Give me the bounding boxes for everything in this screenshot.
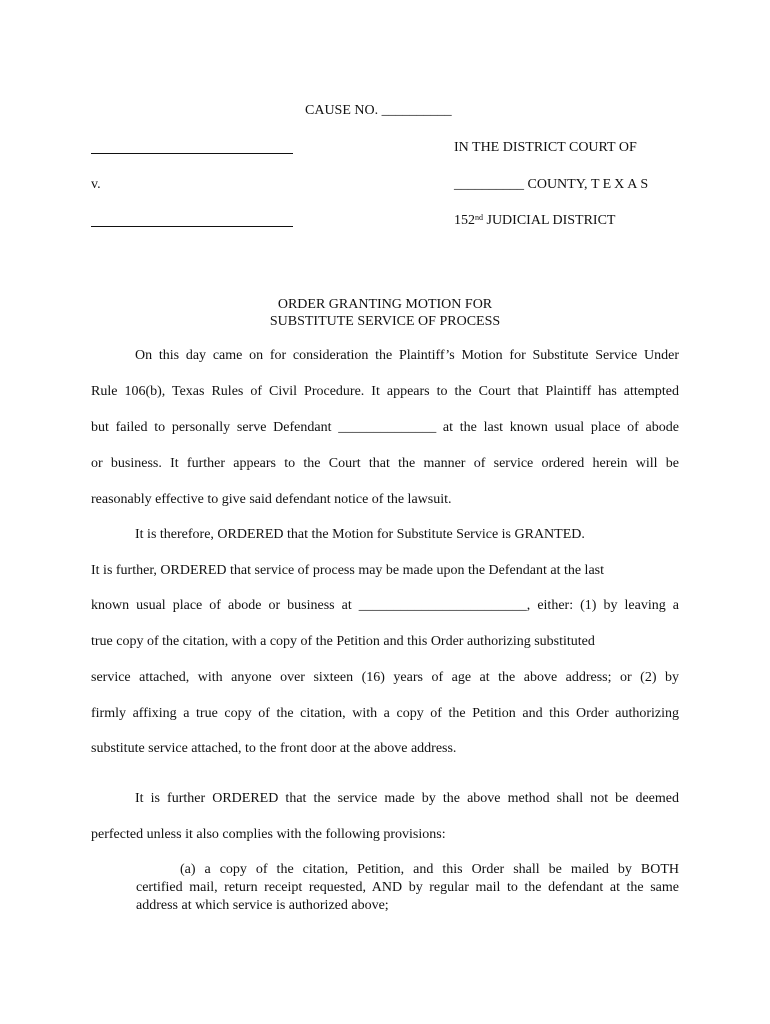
paragraph-4-line-2: perfected unless it also complies with the following provisions: xyxy=(91,827,446,842)
provision-a-line-1: (a) a copy of the citation, Petition, and this Order shall be mailed by BOTH xyxy=(180,862,679,877)
paragraph-1-line-1: On this day came on for consideration the Plaintiff’s Motion for Substitute Service Under xyxy=(135,348,679,363)
state-label: TEXAS xyxy=(591,177,652,192)
provision-a-line-3: address at which service is authorized above; xyxy=(136,898,389,913)
paragraph-3-line-4: service attached, with anyone over sixteen (16) years of age at the above address; or (2) by xyxy=(91,670,679,685)
order-title-line2: SUBSTITUTE SERVICE OF PROCESS xyxy=(269,314,501,329)
district-number: 152 xyxy=(454,213,475,228)
paragraph-3-line-3: true copy of the citation, with a copy of the Petition and this Order authorizing substituted xyxy=(91,634,595,649)
paragraph-2: It is therefore, ORDERED that the Motion for Substitute Service is GRANTED. xyxy=(135,527,585,542)
paragraph-1-line-5: reasonably effective to give said defendant notice of the lawsuit. xyxy=(91,492,452,507)
paragraph-3-line-5: firmly affixing a true copy of the citation, with a copy of the Petition and this Order authorizing xyxy=(91,706,679,721)
district-label: JUDICIAL DISTRICT xyxy=(486,213,616,228)
paragraph-4-line-1: It is further ORDERED that the service made by the above method shall not be deemed xyxy=(135,791,679,806)
paragraph-3-line-1: It is further, ORDERED that service of process may be made upon the Defendant at the last xyxy=(91,563,605,578)
cause-number: CAUSE NO. __________ xyxy=(305,103,452,118)
provision-a-line-2: certified mail, return receipt requested, AND by regular mail to the defendant at the same xyxy=(136,880,679,895)
order-title-line1: ORDER GRANTING MOTION FOR xyxy=(277,297,493,312)
plaintiff-name-blank xyxy=(91,153,293,154)
paragraph-1-line-2: Rule 106(b), Texas Rules of Civil Procedure. It appears to the Court that Plaintiff has attempted xyxy=(91,384,679,399)
defendant-name-blank xyxy=(91,226,293,227)
county-label: COUNTY, xyxy=(527,177,588,192)
court-heading: IN THE DISTRICT COURT OF xyxy=(454,140,637,155)
versus-label: v. xyxy=(91,177,101,192)
county-line xyxy=(454,177,651,193)
paragraph-3-line-6: substitute service attached, to the front door at the above address. xyxy=(91,741,457,756)
county-name-blank: __________ xyxy=(454,177,524,192)
paragraph-1-line-3: but failed to personally serve Defendant ______________ at the last known usual place of abode xyxy=(91,420,679,435)
judicial-district xyxy=(454,213,615,229)
paragraph-3-line-2: known usual place of abode or business at ________________________, either: (1) by leaving a xyxy=(91,598,679,613)
paragraph-1-line-4: or business. It further appears to the Court that the manner of service ordered herein will be xyxy=(91,456,679,471)
district-suffix: nd xyxy=(475,213,483,222)
